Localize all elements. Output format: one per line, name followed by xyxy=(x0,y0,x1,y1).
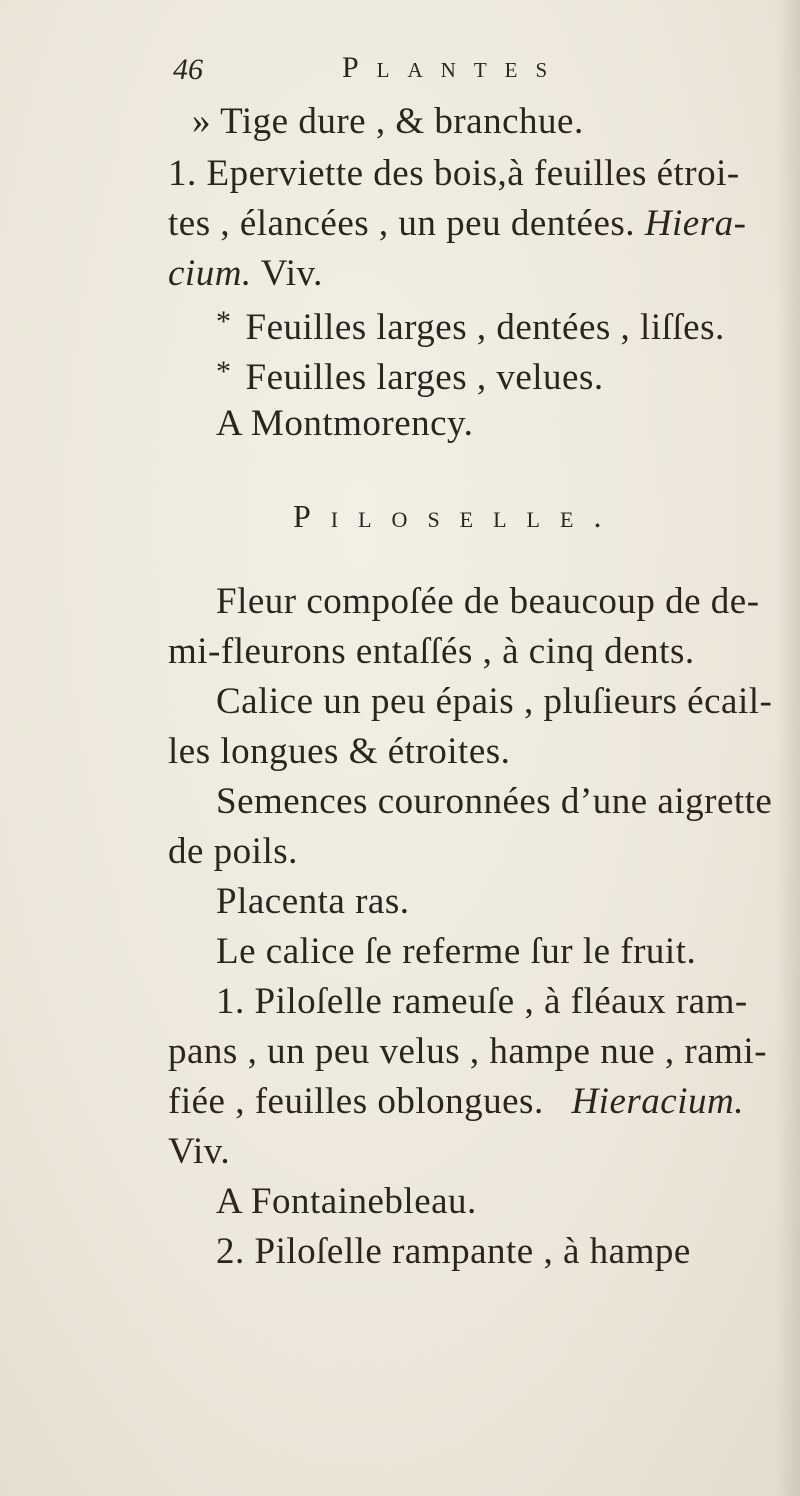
division-heading: » Tige dure , & branchue. xyxy=(192,101,584,142)
species-1-line-3 xyxy=(168,1080,744,1124)
variety-2-text: Feuilles larges , velues. xyxy=(245,357,604,398)
page-edge-shadow xyxy=(776,0,800,1496)
running-title: Plantes xyxy=(342,51,566,84)
item-1-latin-name: Hiera- xyxy=(644,203,747,244)
variety-1-text: Feuilles larges , dentées , liſſes. xyxy=(245,307,725,348)
item-1-description: tes , élancées , un peu dentées. xyxy=(168,203,636,244)
item-1-line-1: 1. Eperviette des bois,à feuilles étroi- xyxy=(168,153,740,194)
asterisk-mark: * xyxy=(216,305,232,338)
description-line-8: Le calice ſe referme ſur le fruit. xyxy=(216,931,697,972)
item-1-line-3 xyxy=(168,252,323,296)
description-line-1: Fleur compoſée de beaucoup de de- xyxy=(216,581,760,622)
description-line-4: les longues & étroites. xyxy=(168,731,511,772)
item-1-line-2 xyxy=(168,202,746,246)
locality-fontainebleau: A Fontainebleau. xyxy=(216,1181,477,1222)
variety-1 xyxy=(216,300,725,350)
variety-2 xyxy=(216,350,604,400)
description-line-6: de poils. xyxy=(168,831,298,872)
item-1-latin-name-end: cium. xyxy=(168,253,252,294)
description-line-2: mi-fleurons entaſſés , à cinq dents. xyxy=(168,631,695,672)
item-1-lifespan: Viv. xyxy=(260,253,323,294)
description-line-7: Placenta ras. xyxy=(216,881,410,922)
asterisk-mark: * xyxy=(216,355,232,388)
section-title: Piloselle. xyxy=(293,498,622,534)
species-1-line-2: pans , un peu velus , hampe nue , rami- xyxy=(168,1031,768,1072)
description-line-5: Semences couronnées d’une aigrette xyxy=(216,781,773,822)
species-1-description: fiée , feuilles oblongues. xyxy=(168,1081,544,1122)
species-1-line-1: 1. Piloſelle rameuſe , à fléaux ram- xyxy=(216,981,748,1022)
page-number: 46 xyxy=(173,53,203,86)
description-line-3: Calice un peu épais , pluſieurs écail- xyxy=(216,681,773,722)
species-2-line-1: 2. Piloſelle rampante , à hampe xyxy=(216,1231,691,1272)
species-1-latin-name: Hieracium. xyxy=(571,1081,744,1122)
locality-montmorency: A Montmorency. xyxy=(216,403,474,444)
species-1-lifespan: Viv. xyxy=(168,1131,231,1172)
